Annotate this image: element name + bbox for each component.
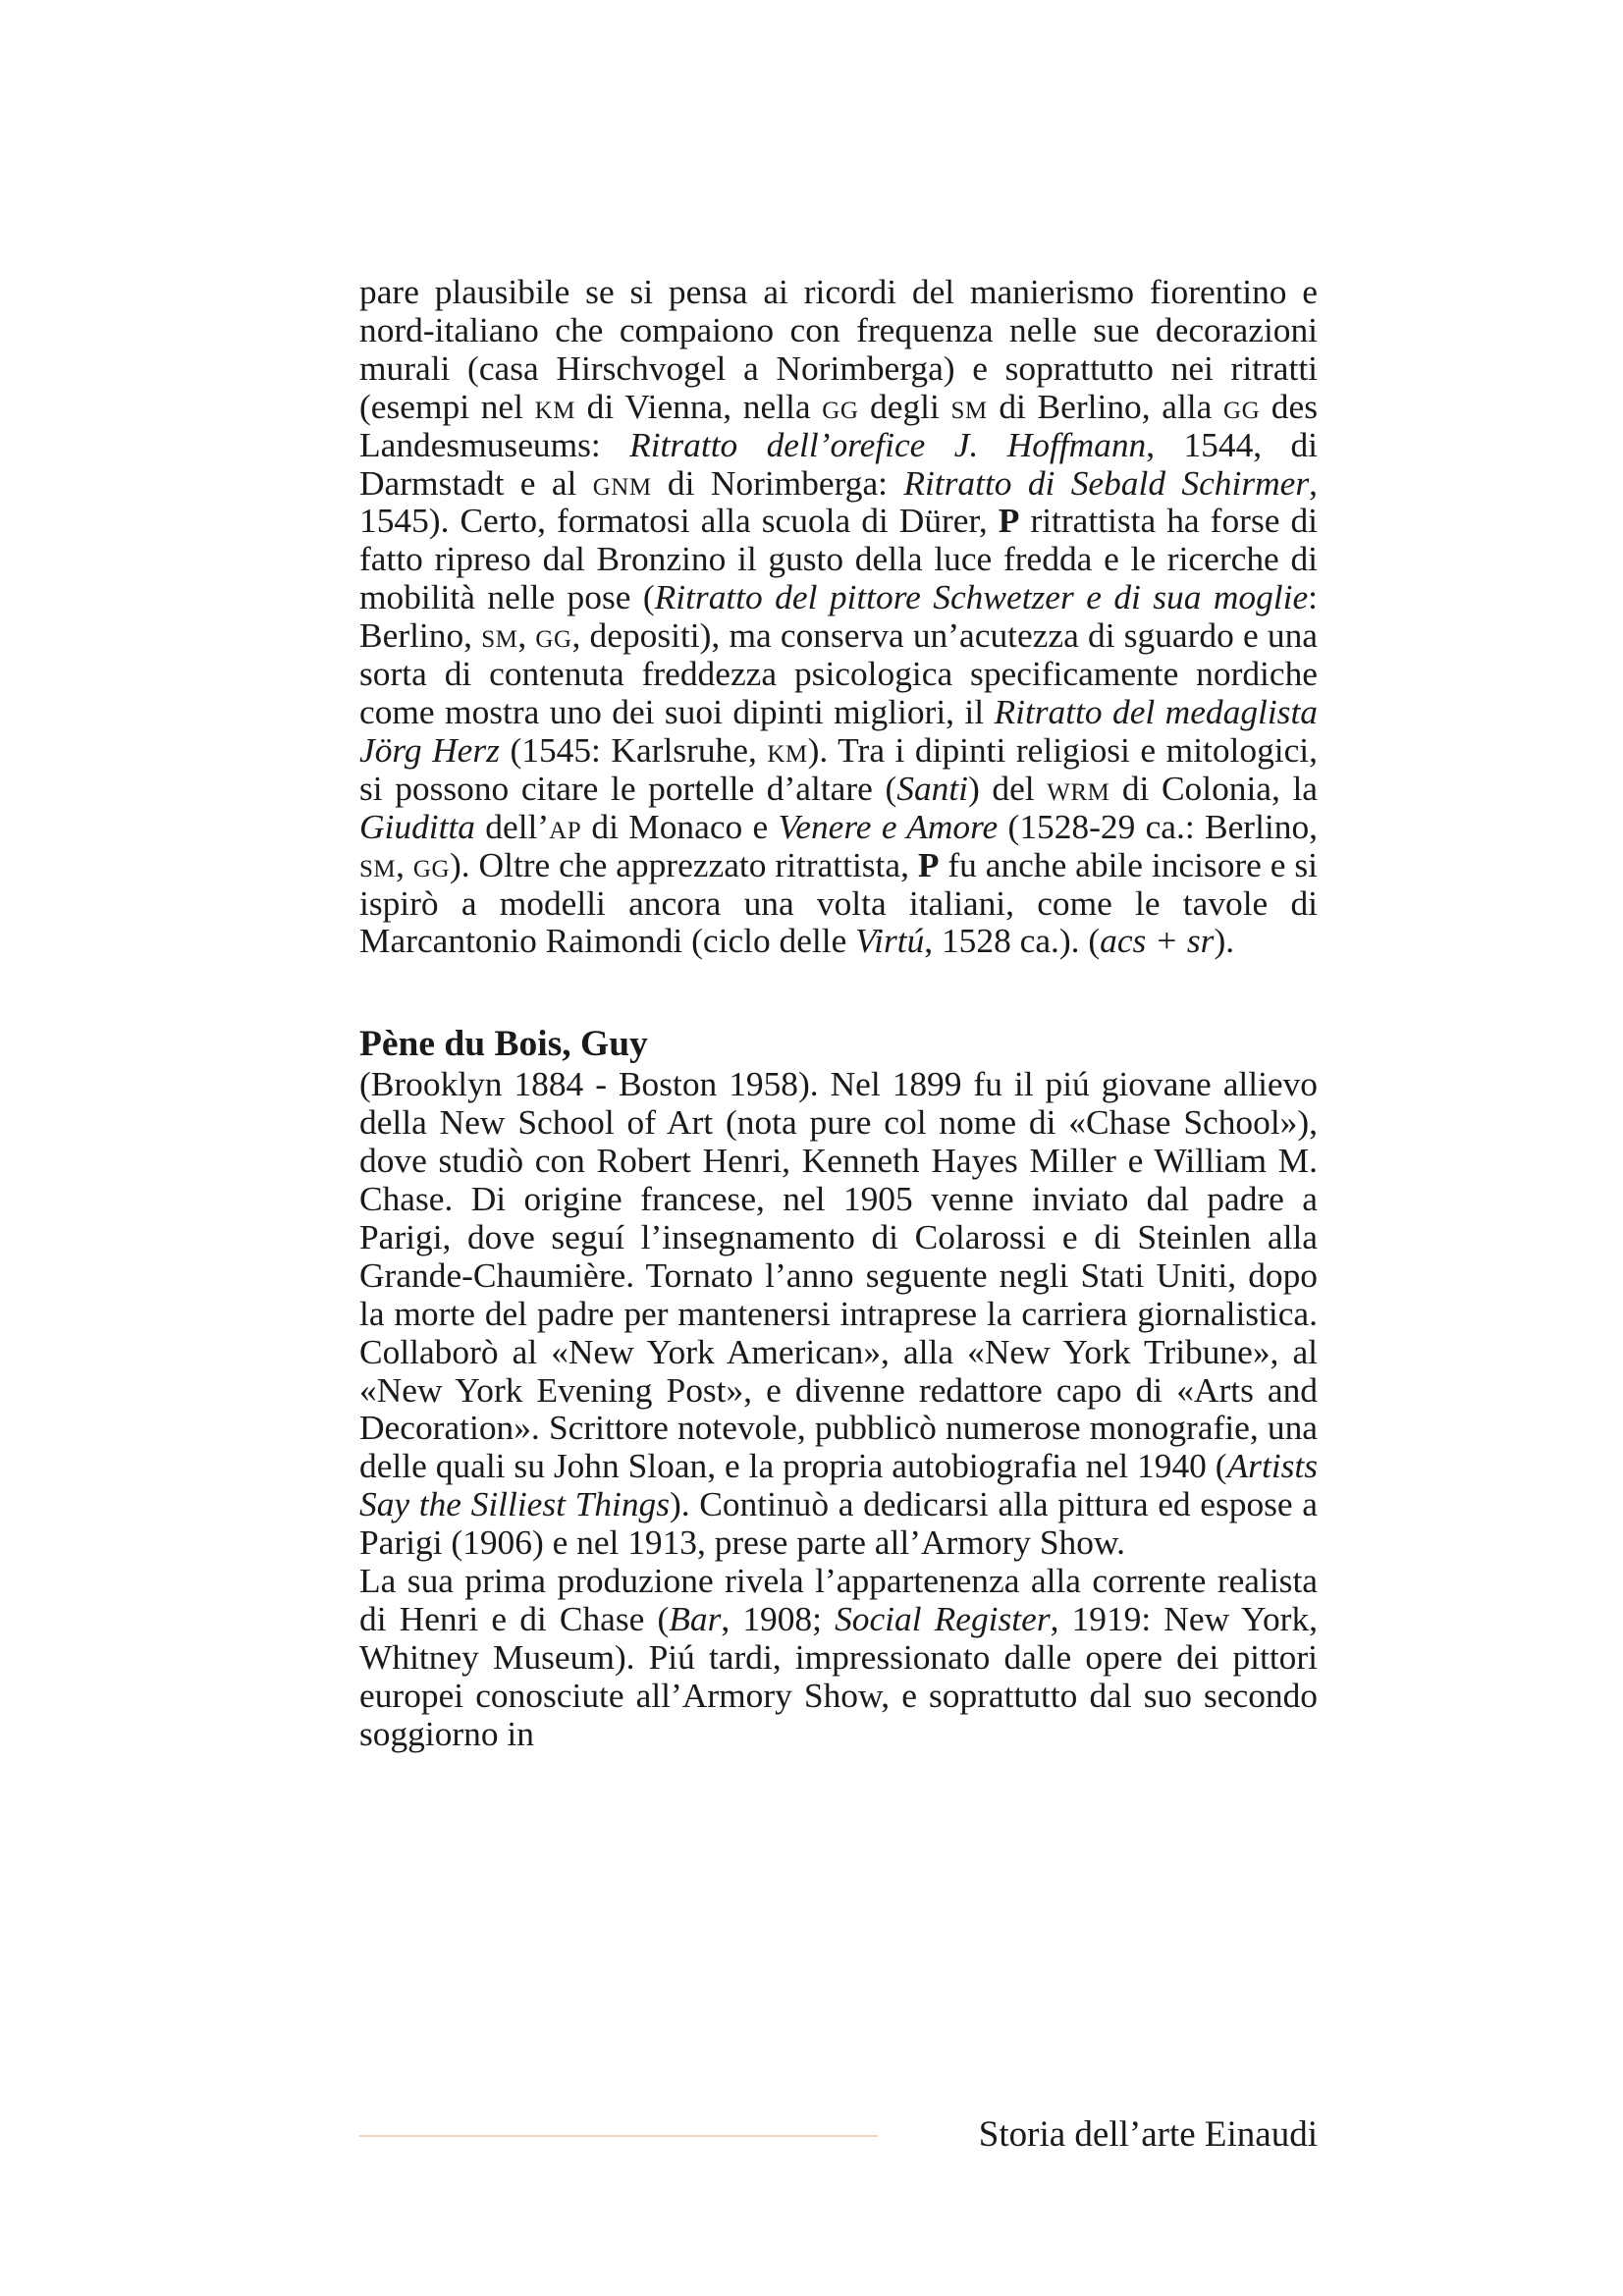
text-run: di Monaco e: [581, 806, 779, 846]
text-run: La sua prima produzione rivela l’appartenenza alla corrente realista di Henri e di Chase (: [359, 1561, 1318, 1638]
abbreviation: km: [767, 729, 808, 770]
italic-text: Ritratto del pittore Schwetzer e di sua moglie: [654, 577, 1309, 617]
entry-continuation-paragraph: [359, 273, 1318, 960]
footer-title: Storia dell’arte Einaudi: [978, 2114, 1318, 2155]
text-run: (Brooklyn 1884 - Boston 1958). Nel 1899 fu il piú giovane allievo della New School of Art (nota pure col nome di «Chase School»), dove studiò con Robert Henri, Kenneth Hayes Miller e William M. Chase. Di origine francese, nel 1905 venne inviato dal padre a Parigi, dove seguí l’insegnamento di Colarossi e di Steinlen alla Grande-Chaumière. Tornato l’anno seguente negli Stati Uniti, dopo la morte del padre per mantenersi intraprese la carriera giornalistica. Collaborò al «New York American», alla «New York Tribune», al «New York Evening Post», e divenne redattore capo di «Arts and Decoration». Scrittore notevole, pubblicò numerose monografie, una delle quali su John Sloan, e la propria autobiografia nel 1940 (: [359, 1064, 1318, 1486]
abbreviation: sm: [950, 386, 988, 426]
abbreviation: km: [534, 386, 575, 426]
text-run: pare plausibile se si pensa ai ricordi del manierismo fiorentino e nord-italiano che compaiono con frequenza nelle sue decorazioni murali (casa Hirschvogel a Norimberga) e soprattutto nei ritratti (esempi nel: [359, 272, 1318, 426]
text-run: , 1919: New York, Whitney Museum). Piú tardi, impressionato dalle opere dei pittori europei conosciute all’Armory Show, e soprattutto dal suo secondo soggiorno in: [359, 1599, 1318, 1753]
text-run: dell’: [474, 806, 550, 846]
text-run: degli: [858, 386, 951, 426]
abbreviation: sm: [359, 844, 397, 884]
text-column: [359, 273, 1318, 1753]
abbreviation: gg: [822, 386, 859, 426]
italic-text: Giuditta: [359, 806, 475, 846]
text-run: ). Tra i dipinti religiosi e mitologici, si possono citare le portelle d’altare (: [359, 729, 1318, 808]
abbreviation: gnm: [592, 462, 652, 503]
entry-paragraph-1: [359, 1065, 1318, 1562]
bold-text: P: [917, 844, 940, 884]
text-run: di Norimberga:: [651, 462, 904, 503]
entry-paragraph-2: [359, 1562, 1318, 1753]
abbreviation: gg: [412, 844, 451, 884]
text-run: , 1545). Certo, formatosi alla scuola di Dürer,: [359, 462, 1318, 541]
italic-text: acs + sr: [1100, 921, 1215, 961]
text-run: ,: [396, 844, 413, 884]
text-run: ,: [517, 615, 536, 656]
text-run: ). Continuò a dedicarsi alla pittura ed espose a Parigi (1906) e nel 1913, prese parte all’Armory Show.: [359, 1484, 1318, 1563]
italic-text: Ritratto del medaglista Jörg Herz: [359, 691, 1318, 770]
footer-rule: [359, 2135, 878, 2137]
text-run: di Berlino, alla: [987, 386, 1224, 426]
text-run: (1528-29 ca.: Berlino,: [998, 806, 1318, 846]
abbreviation: ap: [549, 806, 582, 846]
text-run: (1545: Karlsruhe,: [499, 729, 768, 770]
text-run: , 1528 ca.). (: [924, 921, 1101, 961]
text-run: des Landesmuseums:: [359, 386, 1318, 464]
abbreviation: gg: [535, 615, 572, 656]
abbreviation: wrm: [1047, 768, 1110, 808]
italic-text: Social Register: [835, 1599, 1051, 1638]
text-run: di Colonia, la: [1109, 768, 1318, 808]
italic-text: Venere e Amore: [778, 806, 999, 846]
text-run: di Vienna, nella: [574, 386, 823, 426]
text-run: , 1544, di Darmstadt e al: [359, 424, 1319, 503]
abbreviation: gg: [1223, 386, 1261, 426]
text-run: fu anche abile incisore e si ispirò a modelli ancora una volta italiani, come le tavole di Marcantonio Raimondi (ciclo delle: [359, 844, 1319, 961]
bold-text: P: [998, 501, 1020, 541]
text-run: : Berlino,: [359, 577, 1319, 656]
italic-text: Virtú: [855, 921, 925, 961]
text-run: ritrattista ha forse di fatto ripreso dal Bronzino il gusto della luce fredda e le ricerche di mobilità nelle pose (: [359, 501, 1318, 617]
italic-text: Ritratto dell’orefice J. Hoffmann: [629, 424, 1147, 464]
italic-text: Santi: [896, 768, 969, 808]
italic-text: Bar: [669, 1599, 722, 1638]
text-run: , depositi), ma conserva un’acutezza di sguardo e una sorta di contenuta freddezza psicologica specificamente nordiche come mostra uno dei suoi dipinti migliori, il: [359, 615, 1318, 731]
page-footer: [359, 2110, 1318, 2160]
text-run: ).: [1214, 921, 1235, 961]
text-run: ) del: [968, 768, 1048, 808]
italic-text: Artists Say the Silliest Things: [359, 1446, 1318, 1524]
text-run: ). Oltre che apprezzato ritrattista,: [450, 844, 918, 884]
italic-text: Ritratto di Sebald Schirmer: [903, 462, 1310, 503]
abbreviation: sm: [481, 615, 518, 656]
text-run: , 1908;: [721, 1599, 836, 1638]
entry-title: Pène du Bois, Guy: [359, 1024, 648, 1065]
